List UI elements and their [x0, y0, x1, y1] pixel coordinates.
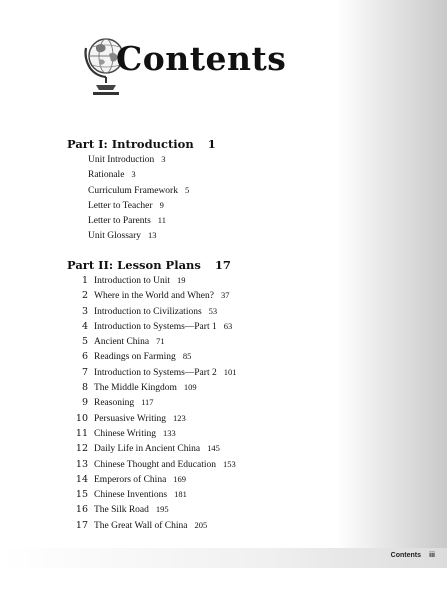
lesson-entry [67, 441, 236, 456]
lesson-page: 63 [223, 320, 233, 331]
lesson-entry [67, 365, 236, 380]
part-1-title: Part I: Introduction [67, 137, 194, 151]
entry-label: Rationale [88, 170, 125, 181]
toc-entry [67, 198, 216, 213]
lesson-entry [67, 487, 236, 502]
title-block [82, 34, 287, 104]
toc-entry [67, 183, 216, 198]
lesson-page: 19 [177, 275, 186, 285]
entry-page: 9 [159, 199, 164, 210]
lesson-page: 101 [223, 366, 237, 377]
lesson-entry [67, 395, 236, 410]
lesson-number: 17 [75, 519, 88, 531]
entry-label: Letter to Teacher [88, 200, 153, 211]
lesson-number: 13 [75, 458, 88, 470]
entry-page: 5 [184, 184, 190, 195]
lesson-page: 53 [208, 305, 218, 316]
lesson-number: 10 [75, 412, 88, 424]
part-1-section [67, 136, 216, 244]
lesson-entry [67, 472, 236, 487]
lesson-label: Persuasive Writing [94, 413, 167, 424]
entry-label: Unit Glossary [88, 231, 142, 242]
lesson-label: Emperors of China [94, 474, 167, 485]
lesson-label: Readings on Farming [94, 352, 176, 363]
lesson-number: 15 [75, 489, 88, 501]
lesson-number: 8 [81, 382, 88, 394]
lesson-entry [67, 349, 236, 364]
toc-entry [67, 167, 216, 182]
lesson-number: 11 [75, 427, 88, 439]
part-2-heading [67, 257, 236, 273]
entry-page: 11 [157, 215, 166, 226]
footer-page-number: iii [429, 552, 435, 559]
lesson-label: The Great Wall of China [94, 520, 188, 531]
lesson-number: 3 [81, 305, 88, 317]
lesson-page: 71 [156, 336, 165, 347]
lesson-label: Chinese Thought and Education [94, 459, 216, 470]
lesson-label: Introduction to Systems—Part 1 [94, 321, 217, 332]
entry-label: Curriculum Framework [88, 185, 178, 196]
entry-page: 3 [161, 154, 166, 164]
toc-entry [67, 213, 216, 228]
lesson-page: 205 [194, 519, 208, 530]
lesson-number: 1 [81, 275, 88, 286]
lesson-number: 6 [81, 351, 88, 363]
lesson-number: 12 [75, 443, 88, 455]
toc-entry [67, 152, 216, 167]
lesson-label: Daily Life in Ancient China [94, 444, 201, 455]
lesson-entry [67, 273, 236, 288]
lesson-number: 5 [81, 336, 88, 348]
footer-band [0, 548, 447, 568]
lesson-number: 7 [81, 366, 88, 378]
lesson-entry [67, 380, 236, 395]
lesson-page: 153 [222, 458, 236, 469]
entry-label: Unit Introduction [88, 155, 155, 165]
lesson-entry [67, 426, 236, 441]
lesson-number: 14 [75, 473, 88, 485]
lesson-label: Introduction to Unit [94, 276, 170, 286]
entry-page: 13 [148, 230, 157, 241]
lesson-entry [67, 411, 236, 426]
lesson-page: 37 [220, 290, 230, 301]
lesson-number: 9 [81, 397, 88, 409]
part-2-title: Part II: Lesson Plans [67, 258, 201, 272]
lesson-label: The Silk Road [94, 505, 149, 516]
lesson-label: The Middle Kingdom [94, 383, 177, 394]
entry-page: 3 [131, 169, 136, 180]
lesson-label: Where in the World and When? [94, 291, 214, 302]
lesson-label: Ancient China [94, 337, 150, 348]
toc-entry [67, 228, 216, 243]
lesson-entry [67, 288, 236, 303]
lesson-page: 85 [182, 351, 192, 362]
lesson-entry [67, 319, 236, 334]
lesson-number: 2 [81, 290, 88, 302]
part-1-heading [67, 136, 216, 152]
lesson-page: 169 [173, 473, 187, 484]
part-2-page: 17 [214, 258, 231, 272]
lesson-number: 4 [81, 320, 88, 332]
lesson-page: 123 [173, 412, 186, 423]
lesson-label: Introduction to Systems—Part 2 [94, 367, 217, 378]
page-shade [337, 0, 447, 548]
lesson-entry [67, 518, 236, 533]
lesson-entry [67, 304, 236, 319]
lesson-label: Chinese Writing [94, 428, 156, 439]
part-2-section [67, 257, 236, 533]
entry-label: Letter to Parents [88, 216, 151, 227]
lesson-label: Chinese Inventions [94, 490, 168, 501]
lesson-page: 133 [162, 427, 176, 438]
lesson-entry [67, 502, 236, 517]
lesson-page: 117 [141, 397, 154, 408]
footer-label: Contents [390, 552, 421, 559]
lesson-label: Reasoning [94, 398, 135, 409]
lesson-label: Introduction to Civilizations [94, 306, 202, 317]
part-1-page: 1 [207, 137, 216, 151]
lesson-page: 181 [174, 489, 187, 500]
lesson-number: 16 [75, 504, 88, 516]
lesson-page: 145 [207, 443, 220, 454]
lesson-page: 109 [183, 382, 197, 393]
lesson-page: 195 [155, 504, 169, 515]
lesson-entry [67, 334, 236, 349]
page-title: Contents [116, 39, 287, 78]
lesson-entry [67, 457, 236, 472]
